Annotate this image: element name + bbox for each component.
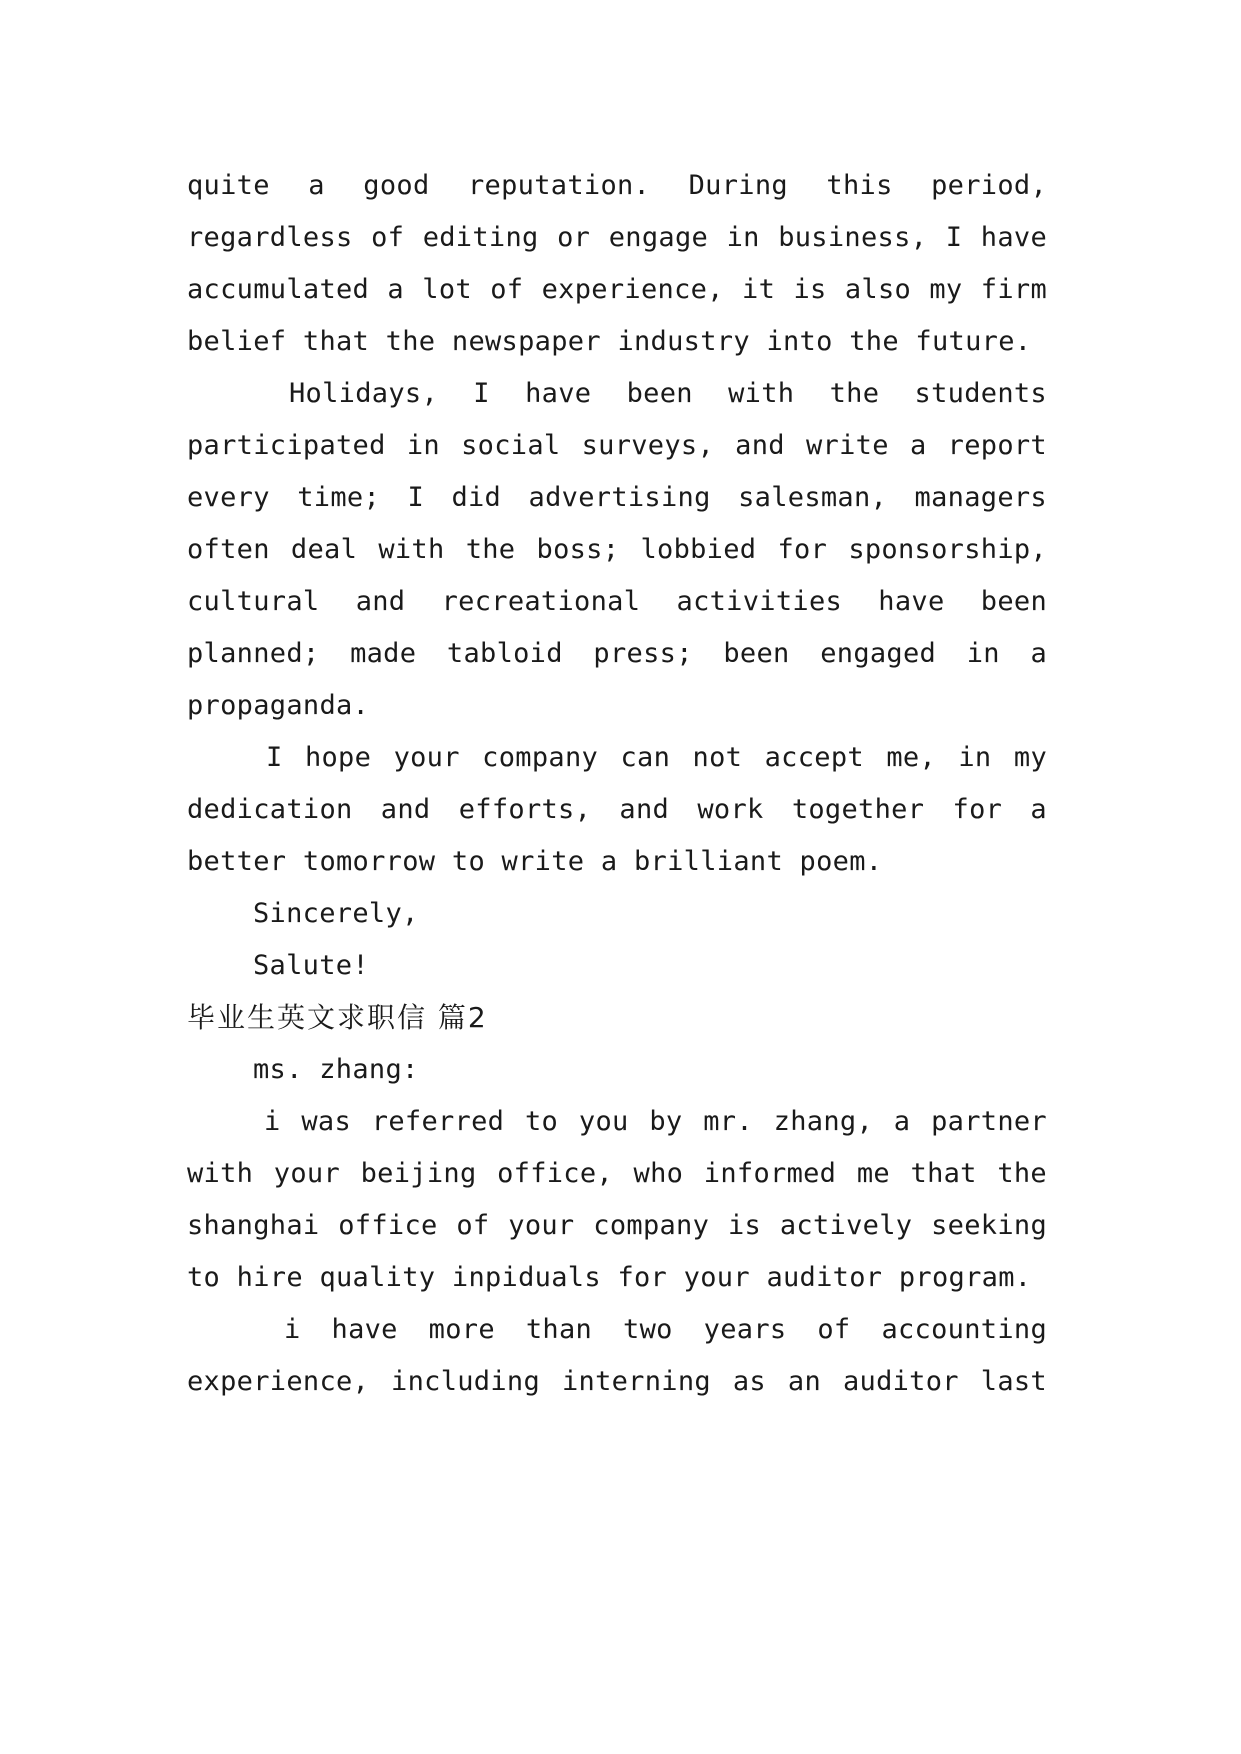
text-line: belief that the newspaper industry into the future. bbox=[187, 326, 1032, 357]
section-heading: 毕业生英文求职信 篇2 bbox=[187, 1001, 488, 1034]
text-line: often deal with the boss; lobbied for sponsorship, bbox=[187, 534, 1047, 565]
text-line: accumulated a lot of experience, it is also my firm bbox=[187, 274, 1047, 305]
text-line: better tomorrow to write a brilliant poem. bbox=[187, 846, 883, 877]
closing-line: Salute! bbox=[253, 950, 369, 981]
text-line: i have more than two years of accounting bbox=[284, 1314, 1047, 1345]
text-line: regardless of editing or engage in business, I have bbox=[187, 222, 1047, 253]
closing-line: Sincerely, bbox=[253, 898, 419, 929]
text-line: propaganda. bbox=[187, 690, 370, 721]
text-line: planned; made tabloid press; been engaged in a bbox=[187, 638, 1047, 669]
text-line: quite a good reputation. During this period, bbox=[187, 170, 1047, 201]
text-line: with your beijing office, who informed me that the bbox=[187, 1158, 1047, 1189]
text-line: shanghai office of your company is actively seeking bbox=[187, 1210, 1047, 1241]
text-line: participated in social surveys, and write a report bbox=[187, 430, 1047, 461]
text-line: experience, including interning as an auditor last bbox=[187, 1366, 1047, 1397]
text-line: Holidays, I have been with the students bbox=[289, 378, 1047, 409]
text-line: i was referred to you by mr. zhang, a partner bbox=[264, 1106, 1047, 1137]
text-line: I hope your company can not accept me, in my bbox=[266, 742, 1047, 773]
text-line: every time; I did advertising salesman, managers bbox=[187, 482, 1047, 513]
salutation: ms. zhang: bbox=[253, 1054, 419, 1085]
text-line: to hire quality inpiduals for your auditor program. bbox=[187, 1262, 1032, 1293]
text-line: cultural and recreational activities have been bbox=[187, 586, 1047, 617]
text-line: dedication and efforts, and work together for a bbox=[187, 794, 1047, 825]
